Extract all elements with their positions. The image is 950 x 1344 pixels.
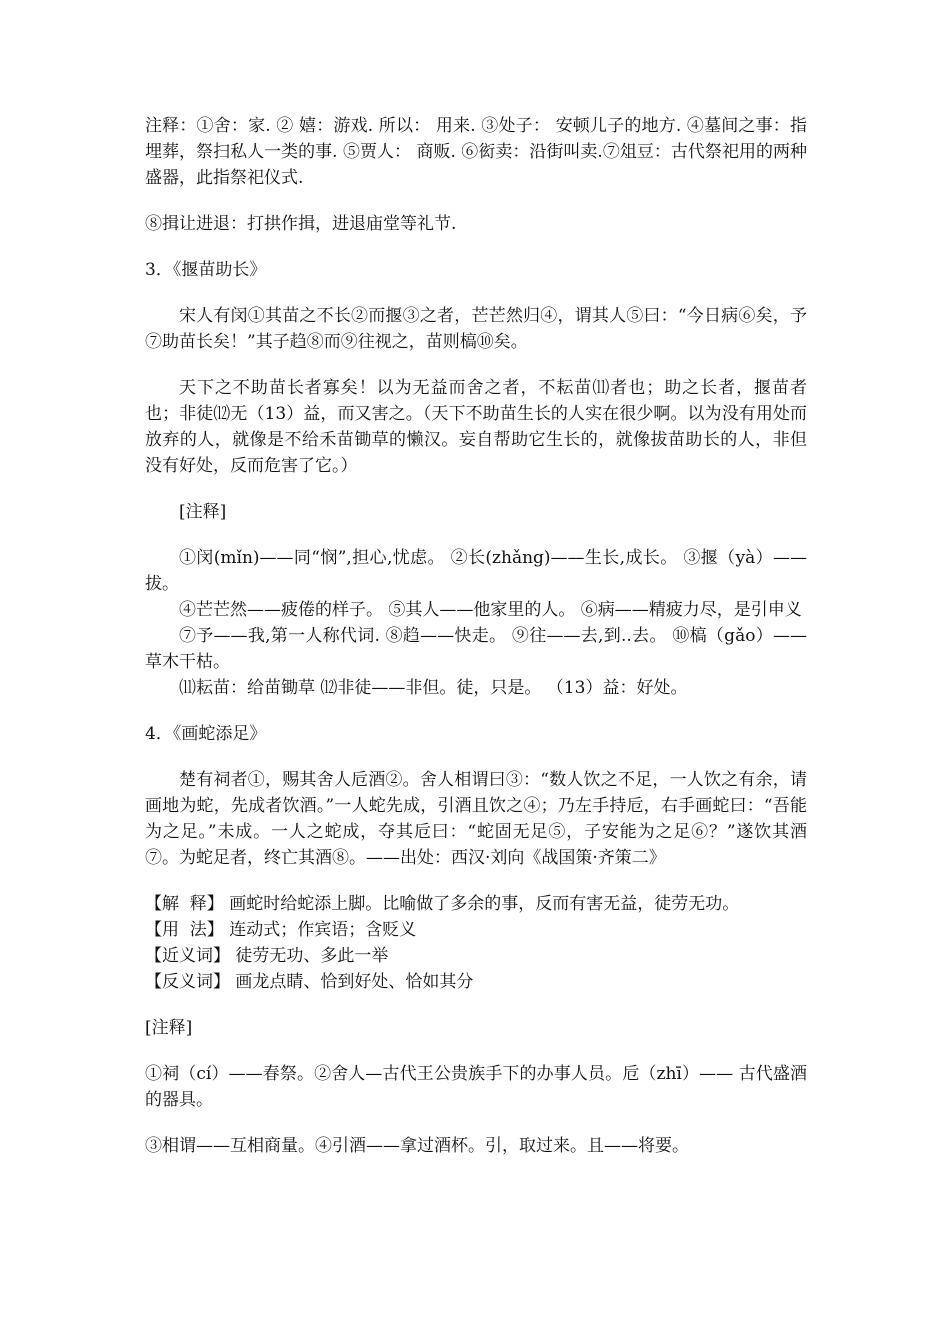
sec4-def-antonyms bbox=[145, 969, 807, 995]
spacer bbox=[145, 995, 807, 1015]
sec4-notes-label: [注释] bbox=[145, 1018, 193, 1038]
sec2-notes-line-1: 注释：①舍：家. ② 嬉：游戏. 所以： 用来. ③处子： 安顿儿子的地方. ④墓间之事：指埋葬，祭扫私人一类的事. ⑤贾人： 商贩. ⑥衒卖：沿街叫卖.⑦俎豆：古代祭祀用的两种盛器，此指祭祀仪式. bbox=[145, 116, 807, 188]
spacer bbox=[145, 701, 807, 721]
def-key: 【解 释】 bbox=[145, 894, 224, 914]
sec3-note-line-3: ⑦予——我,第一人称代词. ⑧趋——快走。 ⑨往——去,到..去。 ⑩槁（gǎo）——草木干枯。 bbox=[145, 626, 807, 672]
sec3-note-line-2: ④芒芒然——疲倦的样子。 ⑤其人——他家里的人。 ⑥病——精疲力尽，是引申义 bbox=[179, 600, 802, 620]
sec3-notes-label: [注释] bbox=[179, 502, 227, 522]
sec4-heading: 4．《画蛇添足》 bbox=[145, 724, 267, 744]
def-key: 【近义词】 bbox=[145, 946, 230, 966]
sec4-note-line-2: ③相谓——互相商量。④引酒——拿过酒杯。引，取过来。且——将要。 bbox=[145, 1136, 689, 1156]
sec3-note-line-4: ⑾耘苗：给苗锄草 ⑿非徒——非但。徒，只是。 （13）益：好处。 bbox=[179, 678, 688, 698]
sec3-paragraph-2: 天下之不助苗长者寡矣！以为无益而舍之者，不耘苗⑾者也；助之长者，揠苗者也；非徒⑿无（13）益，而又害之。（天下不助苗生长的人实在很少啊。以为没有用处而放弃的人，就像是不给禾苗锄草的懒汉。妄自帮助它生长的，就像拔苗助长的人，非但没有好处，反而危害了它。） bbox=[145, 378, 807, 476]
document-page bbox=[145, 113, 807, 1179]
def-value: 连动式；作宾语；含贬义 bbox=[223, 920, 417, 940]
sec3-heading: 3．《揠苗助长》 bbox=[145, 260, 267, 280]
sec4-paragraph-1: 楚有祠者①，赐其舍人卮酒②。舍人相谓曰③：“数人饮之不足，一人饮之有余，请画地为蛇，先成者饮酒。”一人蛇先成，引酒且饮之④；乃左手持卮，右手画蛇曰：“吾能为之足。”未成。一人之蛇成，夺其卮曰：“蛇固无足⑤，子安能为之足⑥？”遂饮其酒⑦。为蛇足者，终亡其酒⑧。——出处：西汉·刘向《战国策·齐策二》 bbox=[145, 770, 807, 868]
sec3-paragraph-1: 宋人有闵①其苗之不长②而揠③之者，芒芒然归④，谓其人⑤曰：“今日病⑥矣，予⑦助苗长矣！”其子趋⑧而⑨往视之，苗则槁⑩矣。 bbox=[145, 306, 807, 352]
def-key: 【用 法】 bbox=[145, 920, 224, 940]
def-value: 画龙点睛、恰到好处、恰如其分 bbox=[230, 972, 474, 992]
def-key: 【反义词】 bbox=[145, 972, 230, 992]
sec3-note-line-1: ①闵(mǐn)——同“悯”,担心,忧虑。 ②长(zhǎng)——生长,成长。 ③揠（yà）——拔。 bbox=[145, 548, 807, 594]
sec4-note-line-1: ①祠（cí）——春祭。②舍人—古代王公贵族手下的办事人员。卮（zhī）—— 古代盛酒的器具。 bbox=[145, 1064, 807, 1110]
sec4-def-synonyms bbox=[145, 943, 807, 969]
sec4-def-explain bbox=[145, 891, 807, 917]
sec4-def-usage bbox=[145, 917, 807, 943]
def-value: 徒劳无功、多此一举 bbox=[230, 946, 389, 966]
sec2-notes-line-2: ⑧揖让进退：打拱作揖，进退庙堂等礼节. bbox=[145, 214, 457, 234]
def-value: 画蛇时给蛇添上脚。比喻做了多余的事，反而有害无益，徒劳无功。 bbox=[223, 894, 740, 914]
